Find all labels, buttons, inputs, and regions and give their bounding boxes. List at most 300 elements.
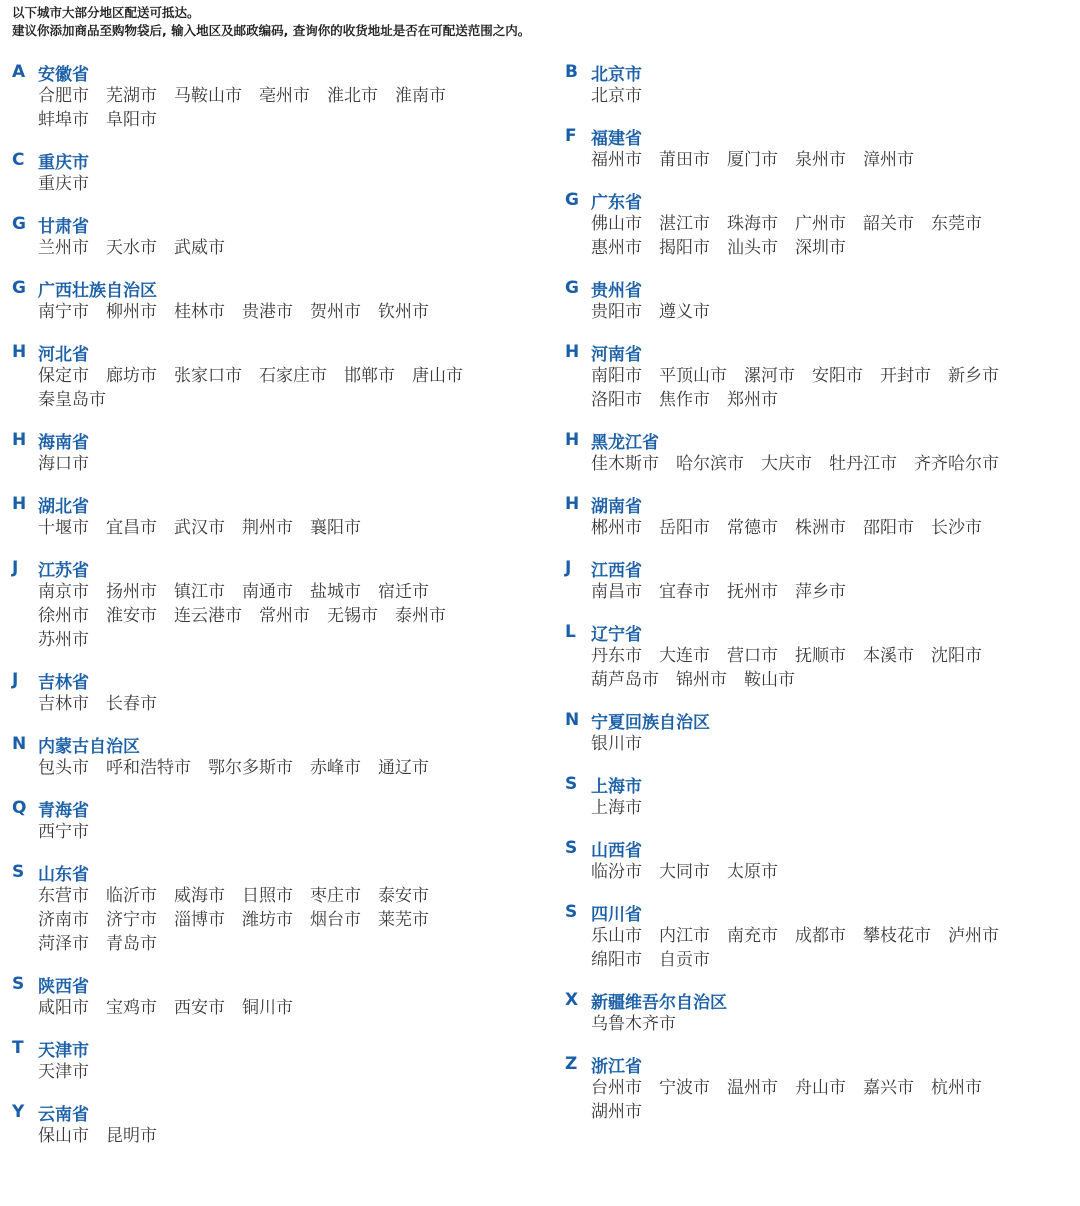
city-list [591, 796, 1065, 820]
province-name: 湖南省 [591, 496, 642, 517]
province-block [12, 148, 512, 196]
index-letter: B [565, 62, 578, 82]
city-list [38, 580, 512, 652]
province-header [12, 276, 512, 300]
index-letter: N [565, 710, 580, 730]
index-letter: H [12, 430, 27, 450]
city-name: 邵阳市 [863, 518, 914, 538]
city-name: 南充市 [727, 926, 778, 946]
province-block [565, 900, 1065, 972]
city-list [38, 364, 512, 412]
city-name: 邯郸市 [344, 366, 395, 386]
city-name: 上海市 [591, 798, 642, 818]
city-list [591, 84, 1065, 108]
province-name: 青海省 [38, 800, 89, 821]
city-name: 芜湖市 [106, 86, 157, 106]
city-name: 舟山市 [795, 1078, 846, 1098]
city-name: 十堰市 [38, 518, 89, 538]
index-letter: X [565, 990, 579, 1010]
city-list [38, 884, 512, 956]
province-block [565, 836, 1065, 884]
city-name: 湛江市 [659, 214, 710, 234]
city-name: 宝鸡市 [106, 998, 157, 1018]
index-letter: J [12, 670, 19, 690]
city-list [591, 364, 1065, 412]
city-list [591, 924, 1065, 972]
province-block [12, 276, 512, 324]
province-header [12, 1100, 512, 1124]
province-header [12, 60, 512, 84]
city-name: 惠州市 [591, 238, 642, 258]
index-letter: J [565, 558, 572, 578]
province-name: 四川省 [591, 904, 642, 925]
province-name: 天津市 [38, 1040, 89, 1061]
city-name: 平顶山市 [659, 366, 727, 386]
province-header [12, 860, 512, 884]
province-name: 黑龙江省 [591, 432, 659, 453]
city-list [38, 84, 512, 132]
city-name: 菏泽市 [38, 934, 89, 954]
province-name: 河南省 [591, 344, 642, 365]
city-name: 唐山市 [412, 366, 463, 386]
city-name: 重庆市 [38, 174, 89, 194]
city-name: 廊坊市 [106, 366, 157, 386]
city-name: 抚顺市 [795, 646, 846, 666]
province-block [12, 972, 512, 1020]
city-name: 哈尔滨市 [676, 454, 744, 474]
city-list [591, 644, 1065, 692]
city-name: 贵港市 [242, 302, 293, 322]
province-name: 甘肃省 [38, 216, 89, 237]
city-name: 贺州市 [310, 302, 361, 322]
city-name: 韶关市 [863, 214, 914, 234]
city-name: 郑州市 [727, 390, 778, 410]
index-letter: S [565, 902, 578, 922]
city-name: 东营市 [38, 886, 89, 906]
province-header [565, 188, 1065, 212]
province-name: 内蒙古自治区 [38, 736, 140, 757]
province-name: 山东省 [38, 864, 89, 885]
city-name: 开封市 [880, 366, 931, 386]
province-header [565, 492, 1065, 516]
city-list [38, 1060, 512, 1084]
province-header [12, 1036, 512, 1060]
city-list [38, 1124, 512, 1148]
province-name: 云南省 [38, 1104, 89, 1125]
province-block [565, 276, 1065, 324]
city-name: 内江市 [659, 926, 710, 946]
city-name: 泰安市 [378, 886, 429, 906]
city-name: 嘉兴市 [863, 1078, 914, 1098]
city-name: 盐城市 [310, 582, 361, 602]
province-name: 江西省 [591, 560, 642, 581]
city-name: 柳州市 [106, 302, 157, 322]
city-name: 营口市 [727, 646, 778, 666]
province-name: 辽宁省 [591, 624, 642, 645]
province-name: 宁夏回族自治区 [591, 712, 710, 733]
city-name: 南通市 [242, 582, 293, 602]
city-name: 岳阳市 [659, 518, 710, 538]
city-name: 丹东市 [591, 646, 642, 666]
city-list [591, 732, 1065, 756]
city-name: 莱芜市 [378, 910, 429, 930]
city-name: 吉林市 [38, 694, 89, 714]
city-name: 大同市 [659, 862, 710, 882]
city-name: 张家口市 [174, 366, 242, 386]
city-name: 连云港市 [174, 606, 242, 626]
city-name: 洛阳市 [591, 390, 642, 410]
province-header [12, 492, 512, 516]
city-name: 深圳市 [795, 238, 846, 258]
province-block [12, 1100, 512, 1148]
city-name: 济南市 [38, 910, 89, 930]
city-name: 马鞍山市 [174, 86, 242, 106]
province-block [565, 340, 1065, 412]
city-name: 遵义市 [659, 302, 710, 322]
city-name: 成都市 [795, 926, 846, 946]
province-name: 吉林省 [38, 672, 89, 693]
province-header [565, 428, 1065, 452]
city-name: 泰州市 [395, 606, 446, 626]
city-name: 泸州市 [948, 926, 999, 946]
city-name: 攀枝花市 [863, 926, 931, 946]
city-name: 锦州市 [676, 670, 727, 690]
province-block [565, 492, 1065, 540]
province-name: 新疆维吾尔自治区 [591, 992, 727, 1013]
city-name: 沈阳市 [931, 646, 982, 666]
city-name: 珠海市 [727, 214, 778, 234]
province-header [12, 796, 512, 820]
province-block [565, 124, 1065, 172]
province-block [12, 212, 512, 260]
city-name: 呼和浩特市 [106, 758, 191, 778]
city-name: 赤峰市 [310, 758, 361, 778]
city-name: 西安市 [174, 998, 225, 1018]
index-letter: S [565, 838, 578, 858]
province-block [12, 60, 512, 132]
province-header [12, 668, 512, 692]
province-header [565, 556, 1065, 580]
city-name: 乌鲁木齐市 [591, 1014, 676, 1034]
city-list [591, 860, 1065, 884]
city-name: 佛山市 [591, 214, 642, 234]
index-letter: G [12, 278, 26, 298]
province-name: 贵州省 [591, 280, 642, 301]
province-name: 河北省 [38, 344, 89, 365]
city-name: 通辽市 [378, 758, 429, 778]
city-name: 佳木斯市 [591, 454, 659, 474]
province-name: 上海市 [591, 776, 642, 797]
city-name: 绵阳市 [591, 950, 642, 970]
city-name: 贵阳市 [591, 302, 642, 322]
city-name: 漳州市 [863, 150, 914, 170]
city-name: 淮北市 [327, 86, 378, 106]
city-name: 本溪市 [863, 646, 914, 666]
city-name: 萍乡市 [795, 582, 846, 602]
index-letter: Q [12, 798, 27, 818]
city-name: 西宁市 [38, 822, 89, 842]
city-list [591, 1076, 1065, 1124]
city-name: 湖州市 [591, 1102, 642, 1122]
city-name: 临沂市 [106, 886, 157, 906]
city-list [591, 580, 1065, 604]
city-list [38, 692, 512, 716]
city-name: 郴州市 [591, 518, 642, 538]
city-name: 齐齐哈尔市 [914, 454, 999, 474]
city-name: 福州市 [591, 150, 642, 170]
city-name: 保定市 [38, 366, 89, 386]
province-block [12, 492, 512, 540]
province-header [565, 124, 1065, 148]
city-list [38, 756, 512, 780]
province-name: 山西省 [591, 840, 642, 861]
province-header [12, 972, 512, 996]
city-name: 宿迁市 [378, 582, 429, 602]
city-name: 青岛市 [106, 934, 157, 954]
city-name: 温州市 [727, 1078, 778, 1098]
city-name: 咸阳市 [38, 998, 89, 1018]
province-block [12, 668, 512, 716]
province-header [565, 276, 1065, 300]
city-name: 日照市 [242, 886, 293, 906]
province-name: 广西壮族自治区 [38, 280, 157, 301]
city-name: 昆明市 [106, 1126, 157, 1146]
city-name: 鞍山市 [744, 670, 795, 690]
index-letter: S [565, 774, 578, 794]
province-block [565, 772, 1065, 820]
city-name: 襄阳市 [310, 518, 361, 538]
province-name: 湖北省 [38, 496, 89, 517]
province-name: 福建省 [591, 128, 642, 149]
city-name: 东莞市 [931, 214, 982, 234]
province-name: 安徽省 [38, 64, 89, 85]
city-name: 宁波市 [659, 1078, 710, 1098]
index-letter: S [12, 862, 25, 882]
province-header [12, 148, 512, 172]
province-header [12, 340, 512, 364]
city-name: 厦门市 [727, 150, 778, 170]
province-block [12, 340, 512, 412]
city-name: 威海市 [174, 886, 225, 906]
province-name: 广东省 [591, 192, 642, 213]
city-name: 淮南市 [395, 86, 446, 106]
city-name: 苏州市 [38, 630, 89, 650]
province-header [565, 60, 1065, 84]
index-letter: G [12, 214, 26, 234]
city-name: 自贡市 [659, 950, 710, 970]
city-name: 台州市 [591, 1078, 642, 1098]
index-letter: T [12, 1038, 24, 1058]
city-name: 南昌市 [591, 582, 642, 602]
province-name: 江苏省 [38, 560, 89, 581]
city-list [591, 516, 1065, 540]
index-letter: H [565, 342, 580, 362]
province-name: 重庆市 [38, 152, 89, 173]
province-block [12, 860, 512, 956]
province-header [565, 988, 1065, 1012]
province-block [565, 428, 1065, 476]
index-letter: Z [565, 1054, 578, 1074]
index-letter: A [12, 62, 26, 82]
province-block [565, 620, 1065, 692]
city-list [38, 300, 512, 324]
city-name: 常州市 [259, 606, 310, 626]
province-header [565, 620, 1065, 644]
province-name: 北京市 [591, 64, 642, 85]
city-list [38, 516, 512, 540]
city-name: 无锡市 [327, 606, 378, 626]
city-name: 莆田市 [659, 150, 710, 170]
intro-line-1: 以下城市大部分地区配送可抵达。 [12, 5, 200, 20]
city-name: 揭阳市 [659, 238, 710, 258]
city-name: 阜阳市 [106, 110, 157, 130]
city-name: 新乡市 [948, 366, 999, 386]
index-letter: F [565, 126, 577, 146]
index-letter: H [12, 494, 27, 514]
index-letter: N [12, 734, 27, 754]
index-letter: S [12, 974, 25, 994]
province-header [12, 732, 512, 756]
province-header [12, 428, 512, 452]
city-list [38, 236, 512, 260]
city-name: 焦作市 [659, 390, 710, 410]
city-name: 保山市 [38, 1126, 89, 1146]
province-block [12, 1036, 512, 1084]
city-name: 长沙市 [931, 518, 982, 538]
city-name: 亳州市 [259, 86, 310, 106]
city-list [38, 172, 512, 196]
province-block [565, 1052, 1065, 1124]
index-letter: C [12, 150, 25, 170]
city-name: 大连市 [659, 646, 710, 666]
city-name: 宜春市 [659, 582, 710, 602]
province-block [565, 988, 1065, 1036]
city-list [591, 300, 1065, 324]
city-name: 南宁市 [38, 302, 89, 322]
city-list [591, 212, 1065, 260]
province-block [565, 708, 1065, 756]
city-list [38, 820, 512, 844]
city-name: 荆州市 [242, 518, 293, 538]
province-block [12, 556, 512, 652]
index-letter: G [565, 278, 579, 298]
city-name: 蚌埠市 [38, 110, 89, 130]
city-name: 乐山市 [591, 926, 642, 946]
city-name: 太原市 [727, 862, 778, 882]
index-letter: L [565, 622, 576, 642]
index-letter: G [565, 190, 579, 210]
city-name: 淮安市 [106, 606, 157, 626]
city-list [591, 1012, 1065, 1036]
city-name: 大庆市 [761, 454, 812, 474]
city-name: 海口市 [38, 454, 89, 474]
city-name: 长春市 [106, 694, 157, 714]
city-name: 北京市 [591, 86, 642, 106]
city-name: 兰州市 [38, 238, 89, 258]
province-header [12, 556, 512, 580]
city-name: 秦皇岛市 [38, 390, 106, 410]
city-name: 枣庄市 [310, 886, 361, 906]
city-name: 葫芦岛市 [591, 670, 659, 690]
city-name: 漯河市 [744, 366, 795, 386]
city-name: 临汾市 [591, 862, 642, 882]
city-name: 银川市 [591, 734, 642, 754]
city-name: 安阳市 [812, 366, 863, 386]
city-name: 石家庄市 [259, 366, 327, 386]
right-province-column [565, 60, 1065, 1140]
city-list [591, 452, 1065, 476]
intro-line-2: 建议你添加商品至购物袋后, 输入地区及邮政编码, 查询你的收货地址是否在可配送范围之内。 [12, 23, 531, 38]
city-name: 鄂尔多斯市 [208, 758, 293, 778]
city-name: 广州市 [795, 214, 846, 234]
city-name: 常德市 [727, 518, 778, 538]
city-name: 潍坊市 [242, 910, 293, 930]
city-list [591, 148, 1065, 172]
province-header [565, 340, 1065, 364]
city-name: 包头市 [38, 758, 89, 778]
province-header [565, 708, 1065, 732]
province-block [565, 188, 1065, 260]
index-letter: J [12, 558, 19, 578]
city-name: 泉州市 [795, 150, 846, 170]
province-block [12, 732, 512, 780]
city-name: 合肥市 [38, 86, 89, 106]
city-name: 徐州市 [38, 606, 89, 626]
city-name: 天津市 [38, 1062, 89, 1082]
province-header [565, 836, 1065, 860]
city-name: 南阳市 [591, 366, 642, 386]
city-name: 天水市 [106, 238, 157, 258]
city-name: 武威市 [174, 238, 225, 258]
index-letter: Y [12, 1102, 25, 1122]
province-header [565, 772, 1065, 796]
city-name: 牡丹江市 [829, 454, 897, 474]
city-name: 铜川市 [242, 998, 293, 1018]
city-name: 淄博市 [174, 910, 225, 930]
city-list [38, 996, 512, 1020]
city-name: 株洲市 [795, 518, 846, 538]
city-name: 扬州市 [106, 582, 157, 602]
province-name: 浙江省 [591, 1056, 642, 1077]
province-header [12, 212, 512, 236]
province-name: 陕西省 [38, 976, 89, 997]
city-name: 镇江市 [174, 582, 225, 602]
city-name: 宜昌市 [106, 518, 157, 538]
city-name: 南京市 [38, 582, 89, 602]
city-name: 汕头市 [727, 238, 778, 258]
province-header [565, 900, 1065, 924]
province-name: 海南省 [38, 432, 89, 453]
city-name: 济宁市 [106, 910, 157, 930]
city-name: 烟台市 [310, 910, 361, 930]
index-letter: H [565, 430, 580, 450]
city-name: 武汉市 [174, 518, 225, 538]
intro-text [12, 4, 530, 40]
province-block [12, 796, 512, 844]
left-province-column [12, 60, 512, 1164]
index-letter: H [565, 494, 580, 514]
city-name: 杭州市 [931, 1078, 982, 1098]
city-name: 桂林市 [174, 302, 225, 322]
province-block [565, 60, 1065, 108]
city-list [38, 452, 512, 476]
province-block [565, 556, 1065, 604]
province-header [565, 1052, 1065, 1076]
province-block [12, 428, 512, 476]
city-name: 钦州市 [378, 302, 429, 322]
city-name: 抚州市 [727, 582, 778, 602]
index-letter: H [12, 342, 27, 362]
